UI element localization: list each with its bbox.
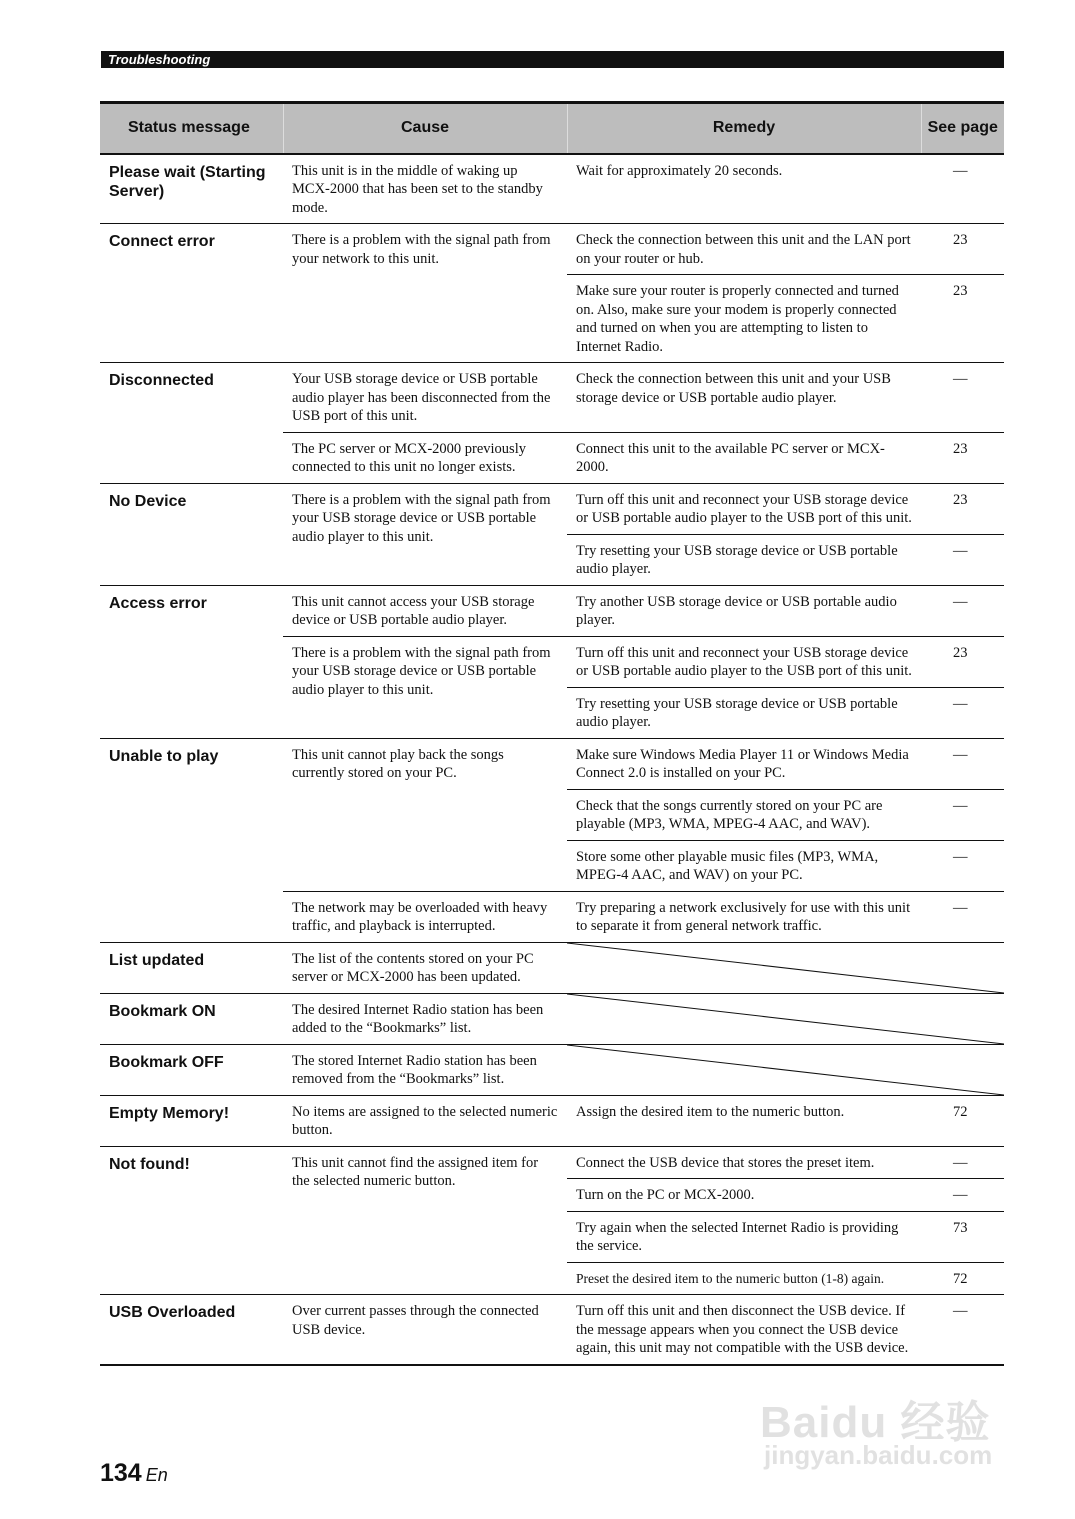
remedy-cell: Check the connection between this unit and the LAN port on your router or hub. [567,224,921,275]
remedy-cell: Try another USB storage device or USB portable audio player. [567,585,921,636]
see-page-cell: 72 [921,1095,1004,1146]
diagonal-slash [567,994,1004,1044]
cause-cell: Over current passes through the connected USB device. [283,1295,567,1365]
see-page-cell: — [921,534,1004,585]
see-page-cell: — [921,1295,1004,1365]
cause-cell: The list of the contents stored on your PC server or MCX-2000 has been updated. [283,942,567,993]
remedy-cell: Connect this unit to the available PC server or MCX-2000. [567,432,921,483]
status-message: Please wait (Starting Server) [100,154,283,224]
cause-cell: No items are assigned to the selected numeric button. [283,1095,567,1146]
remedy-cell: Preset the desired item to the numeric button (1-8) again. [567,1262,921,1295]
status-message: Unable to play [100,738,283,942]
remedy-cell: Connect the USB device that stores the preset item. [567,1146,921,1179]
status-message: Not found! [100,1146,283,1295]
section-header-bar [101,51,1004,68]
diagonal-slash [567,1045,1004,1095]
remedy-cell: Check that the songs currently stored on your PC are playable (MP3, WMA, MPEG-4 AAC, and WAV). [567,789,921,840]
status-message: Bookmark OFF [100,1044,283,1095]
header-status: Status message [100,103,283,154]
cause-cell: The stored Internet Radio station has been removed from the “Bookmarks” list. [283,1044,567,1095]
see-page-cell: — [921,891,1004,942]
remedy-cell: Try preparing a network exclusively for use with this unit to separate it from general network traffic. [567,891,921,942]
page-number: 134 [100,1459,142,1487]
remedy-cell: Try resetting your USB storage device or USB portable audio player. [567,534,921,585]
remedy-cell: Store some other playable music files (MP3, WMA, MPEG-4 AAC, and WAV) on your PC. [567,840,921,891]
remedy-cell: Make sure your router is properly connected and turned on. Also, make sure your modem is properly connected and turned on when you are attempting to listen to Internet Radio. [567,275,921,363]
cause-cell: This unit cannot play back the songs currently stored on your PC. [283,738,567,891]
see-page-cell: — [921,154,1004,224]
see-page-cell: — [921,687,1004,738]
page-folio [100,1459,168,1488]
see-page-cell: 23 [921,275,1004,363]
watermark-logo: Baidu 经验 [760,1398,991,1447]
remedy-cell: Wait for approximately 20 seconds. [567,154,921,224]
troubleshooting-table [100,101,1004,1366]
see-page-cell: — [921,1146,1004,1179]
remedy-cell: Try again when the selected Internet Radio is providing the service. [567,1211,921,1262]
diagonal-slash [567,943,1004,993]
see-page-cell: — [921,363,1004,433]
table-row [100,154,1004,224]
status-message: Connect error [100,224,283,363]
status-message: Access error [100,585,283,738]
table-row [100,363,1004,433]
status-message: No Device [100,483,283,585]
not-applicable-cell [567,993,1004,1044]
see-page-cell: 23 [921,432,1004,483]
status-message: List updated [100,942,283,993]
table-row [100,942,1004,993]
status-message: Disconnected [100,363,283,484]
table-row [100,1095,1004,1146]
table-row [100,1295,1004,1365]
cause-cell: This unit cannot access your USB storage device or USB portable audio player. [283,585,567,636]
remedy-cell: Assign the desired item to the numeric button. [567,1095,921,1146]
table-row [100,224,1004,275]
cause-cell: There is a problem with the signal path from your network to this unit. [283,224,567,363]
language-code: En [145,1465,168,1485]
cause-cell: The desired Internet Radio station has been added to the “Bookmarks” list. [283,993,567,1044]
table-header-row [100,103,1004,154]
see-page-cell: — [921,840,1004,891]
cause-cell: This unit is in the middle of waking up MCX-2000 that has been set to the standby mode. [283,154,567,224]
remedy-cell: Check the connection between this unit and your USB storage device or USB portable audio player. [567,363,921,433]
header-see-page: See page [921,103,1004,154]
section-title: Troubleshooting [108,52,211,67]
watermark-url: jingyan.baidu.com [764,1440,993,1470]
cause-cell: The PC server or MCX-2000 previously connected to this unit no longer exists. [283,432,567,483]
cause-cell: Your USB storage device or USB portable audio player has been disconnected from the USB port of this unit. [283,363,567,433]
remedy-cell: Turn off this unit and then disconnect the USB device. If the message appears when you connect the USB device again, this unit may not compatible with the USB device. [567,1295,921,1365]
header-cause: Cause [283,103,567,154]
status-message: USB Overloaded [100,1295,283,1365]
cause-cell: This unit cannot find the assigned item for the selected numeric button. [283,1146,567,1295]
table-row [100,585,1004,636]
see-page-cell: 73 [921,1211,1004,1262]
table-row [100,483,1004,534]
see-page-cell: — [921,585,1004,636]
see-page-cell: — [921,738,1004,789]
not-applicable-cell [567,1044,1004,1095]
baidu-watermark [760,1380,1010,1480]
cause-cell: The network may be overloaded with heavy traffic, and playback is interrupted. [283,891,567,942]
status-message: Bookmark ON [100,993,283,1044]
remedy-cell: Make sure Windows Media Player 11 or Windows Media Connect 2.0 is installed on your PC. [567,738,921,789]
see-page-cell: 23 [921,483,1004,534]
cause-cell: There is a problem with the signal path from your USB storage device or USB portable audio player to this unit. [283,483,567,585]
see-page-cell: 23 [921,224,1004,275]
see-page-cell: 23 [921,636,1004,687]
table-row [100,1044,1004,1095]
table-row [100,738,1004,789]
see-page-cell: — [921,1179,1004,1212]
status-message: Empty Memory! [100,1095,283,1146]
not-applicable-cell [567,942,1004,993]
header-remedy: Remedy [567,103,921,154]
see-page-cell: — [921,789,1004,840]
remedy-cell: Turn off this unit and reconnect your USB storage device or USB portable audio player to the USB port of this unit. [567,483,921,534]
remedy-cell: Turn on the PC or MCX-2000. [567,1179,921,1212]
see-page-cell: 72 [921,1262,1004,1295]
table-row [100,1146,1004,1179]
cause-cell: There is a problem with the signal path from your USB storage device or USB portable audio player to this unit. [283,636,567,738]
table-row [100,993,1004,1044]
remedy-cell: Try resetting your USB storage device or USB portable audio player. [567,687,921,738]
remedy-cell: Turn off this unit and reconnect your USB storage device or USB portable audio player to the USB port of this unit. [567,636,921,687]
